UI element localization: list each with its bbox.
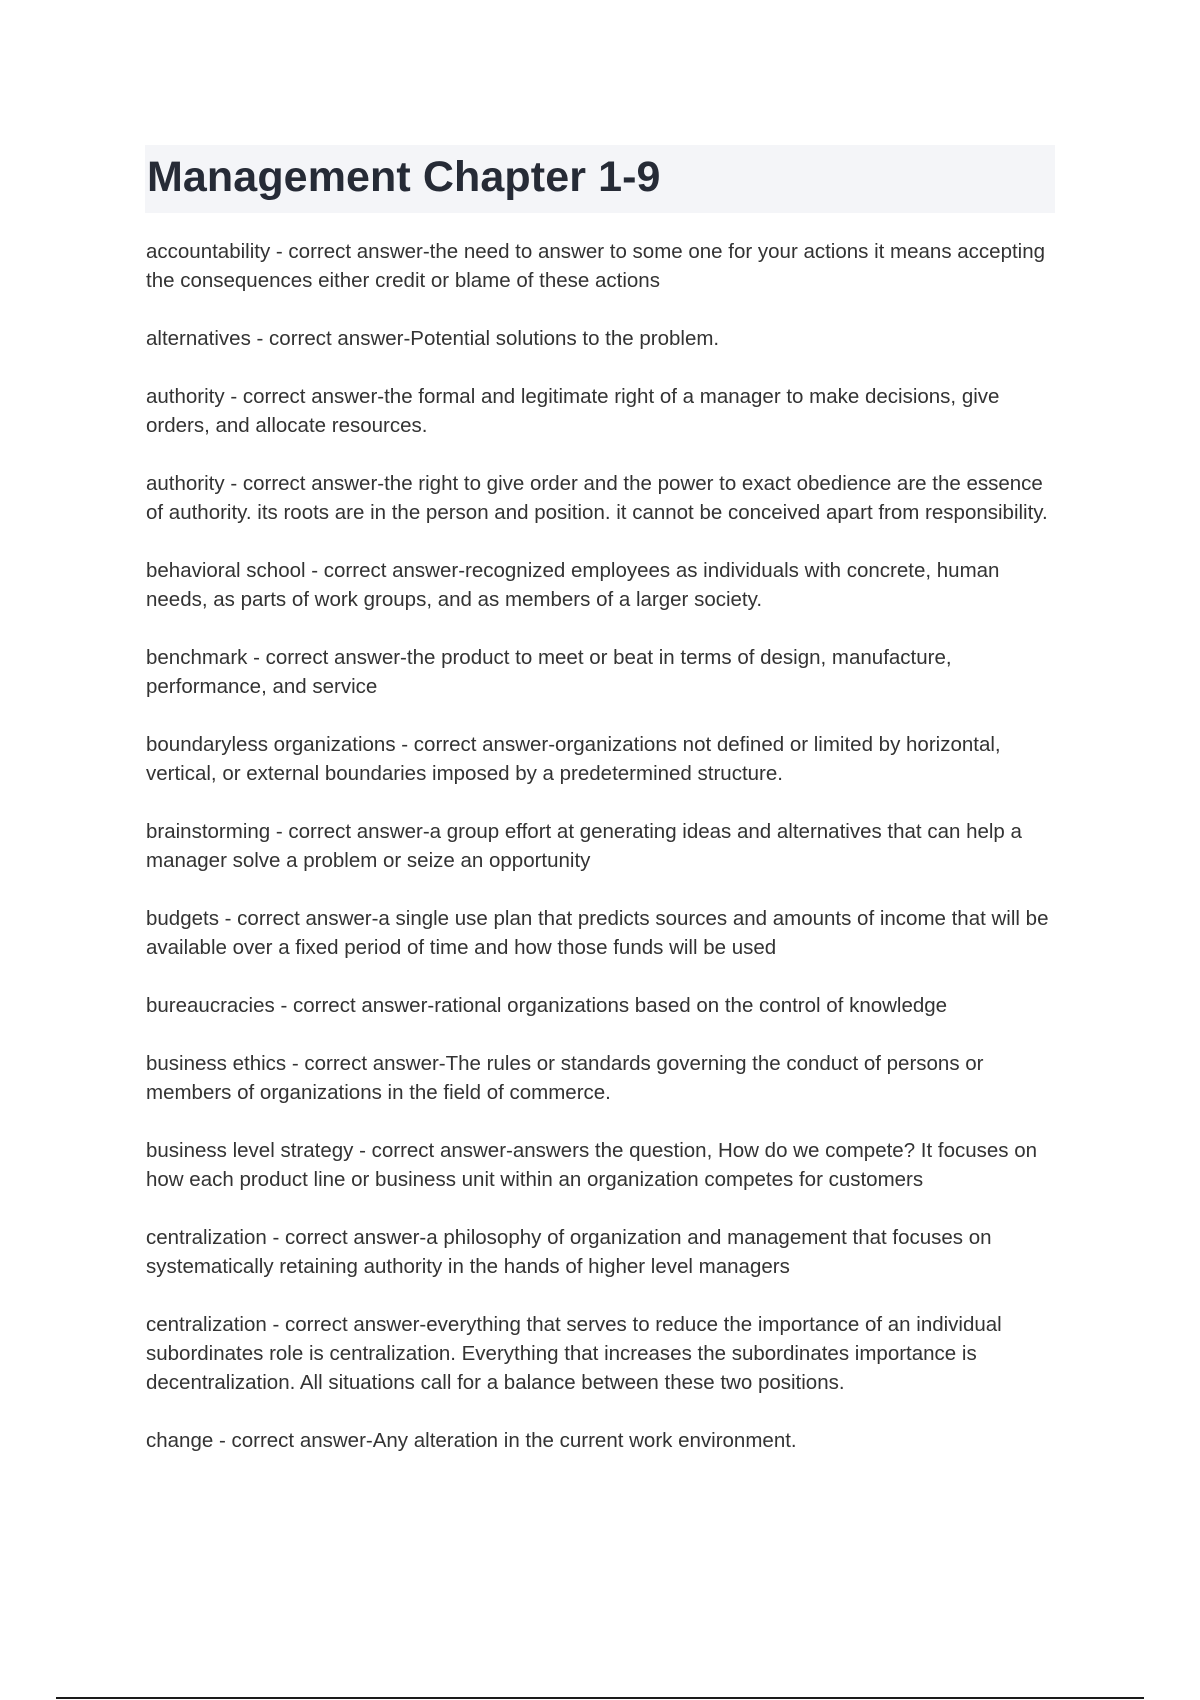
flashcard-list <box>146 237 1060 1484</box>
flashcard-entry: boundaryless organizations - correct answer-organizations not defined or limited by horizontal, vertical, or external boundaries imposed by a predetermined structure. <box>146 733 1001 785</box>
page-title: Management Chapter 1-9 <box>147 153 661 201</box>
flashcard-entry: authority - correct answer-the formal and legitimate right of a manager to make decisions, give orders, and allocate resources. <box>146 385 1000 437</box>
flashcard-entry: centralization - correct answer-everything that serves to reduce the importance of an individual subordinates role is centralization. Everything that increases the subordinates importance is decentralization. All situations call for a balance between these two positions. <box>146 1313 1002 1394</box>
title-banner <box>145 145 1055 213</box>
flashcard-entry: brainstorming - correct answer-a group effort at generating ideas and alternatives that can help a manager solve a problem or seize an opportunity <box>146 820 1022 872</box>
flashcard-entry: alternatives - correct answer-Potential solutions to the problem. <box>146 327 720 350</box>
flashcard-entry: authority - correct answer-the right to give order and the power to exact obedience are the essence of authority. its roots are in the person and position. it cannot be conceived apart from responsibility. <box>146 472 1048 524</box>
flashcard-entry: business level strategy - correct answer-answers the question, How do we compete? It focuses on how each product line or business unit within an organization competes for customers <box>146 1139 1038 1191</box>
flashcard-entry: benchmark - correct answer-the product to meet or beat in terms of design, manufacture, performance, and service <box>146 646 952 698</box>
flashcard-entry: change - correct answer-Any alteration in the current work environment. <box>146 1429 797 1452</box>
page-bottom-divider <box>56 1697 1144 1699</box>
flashcard-entry: budgets - correct answer-a single use plan that predicts sources and amounts of income that will be available over a fixed period of time and how those funds will be used <box>146 907 1049 959</box>
flashcard-entry: business ethics - correct answer-The rules or standards governing the conduct of persons or members of organizations in the field of commerce. <box>146 1052 984 1104</box>
flashcard-entry: behavioral school - correct answer-recognized employees as individuals with concrete, human needs, as parts of work groups, and as members of a larger society. <box>146 559 1000 611</box>
flashcard-entry: bureaucracies - correct answer-rational organizations based on the control of knowledge <box>146 994 948 1017</box>
flashcard-entry: accountability - correct answer-the need to answer to some one for your actions it means accepting the consequences either credit or blame of these actions <box>146 240 1046 292</box>
flashcard-entry: centralization - correct answer-a philosophy of organization and management that focuses on systematically retaining authority in the hands of higher level managers <box>146 1226 992 1278</box>
